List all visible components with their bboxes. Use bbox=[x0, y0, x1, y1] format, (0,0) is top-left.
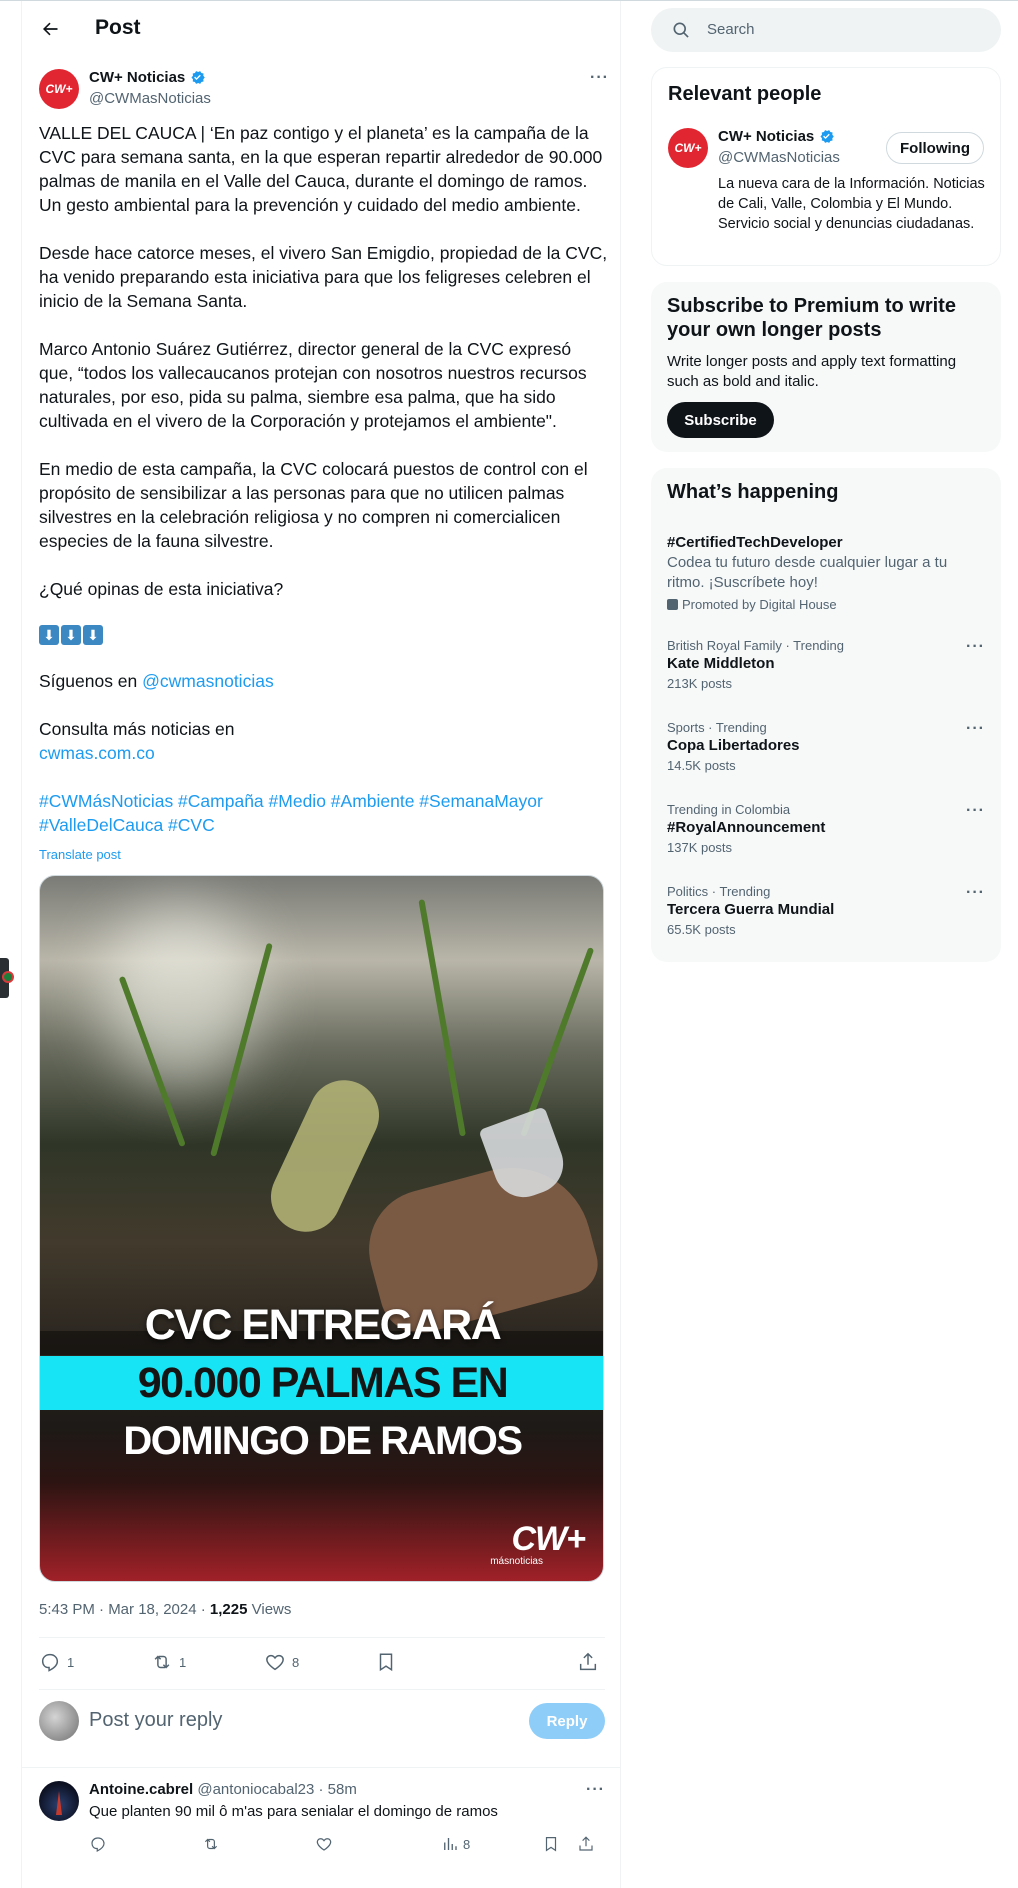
user-avatar[interactable] bbox=[39, 1701, 79, 1741]
reply-button[interactable]: Reply bbox=[529, 1703, 605, 1739]
promoted-label bbox=[667, 597, 987, 612]
divider bbox=[39, 1637, 605, 1638]
trend-item[interactable] bbox=[667, 638, 987, 691]
trend-item-promoted[interactable] bbox=[667, 532, 987, 612]
main-column bbox=[21, 1, 621, 1888]
promoted-by: Promoted by Digital House bbox=[682, 597, 837, 612]
divider bbox=[39, 1689, 605, 1690]
trend-description: Codea tu futuro desde cualquier lugar a tu ritmo. ¡Suscríbete hoy! bbox=[667, 554, 948, 591]
premium-description: Write longer posts and apply text formatting such as bold and italic. bbox=[667, 353, 957, 390]
premium-card bbox=[651, 282, 1001, 452]
trend-name: #RoyalAnnouncement bbox=[667, 819, 826, 836]
comment-views-count: 8 bbox=[463, 1836, 471, 1852]
repost-icon bbox=[202, 1835, 220, 1853]
image-palm-bundle bbox=[259, 1069, 390, 1244]
share-action[interactable] bbox=[577, 1651, 599, 1673]
like-count: 8 bbox=[292, 1654, 300, 1670]
comment-reply-action[interactable] bbox=[89, 1835, 107, 1853]
post-paragraph: VALLE DEL CAUCA | ‘En paz contigo y el planeta’ es la campaña de la CVC para semana santa, en la que esperan repartir alrededor de 90.000 palmas de manila en el Valle del Cauca, durante el domingo de ramos. Un gesto ambiental para la prevención y cuidado del medio ambiente. bbox=[39, 123, 603, 215]
post-meta bbox=[39, 1601, 291, 1618]
views-label: Views bbox=[247, 1601, 292, 1618]
relevant-avatar[interactable]: CW+ bbox=[668, 128, 708, 168]
post-paragraph: Desde hace catorce meses, el vivero San Emigdio, propiedad de la CVC, ha venido preparando esta iniciativa para que los feligreses celebren el inicio de la Semana Santa. bbox=[39, 243, 608, 311]
trend-item[interactable] bbox=[667, 720, 987, 773]
bookmark-icon bbox=[542, 1835, 560, 1853]
down-arrow-icon: ⬇ bbox=[61, 625, 81, 645]
reply-action[interactable] bbox=[39, 1651, 74, 1673]
trends-title: What’s happening bbox=[667, 481, 839, 503]
repost-action[interactable] bbox=[151, 1651, 186, 1673]
premium-title: Subscribe to Premium to write your own longer posts bbox=[667, 295, 956, 341]
bookmark-action[interactable] bbox=[375, 1651, 397, 1673]
down-arrow-icon: ⬇ bbox=[39, 625, 59, 645]
extension-icon bbox=[2, 971, 14, 983]
more-options-icon[interactable]: ··· bbox=[966, 802, 985, 819]
views-count: 1,225 bbox=[209, 1601, 248, 1618]
reply-icon bbox=[89, 1835, 107, 1853]
post-author bbox=[39, 67, 609, 111]
trend-count: 137K posts bbox=[667, 840, 733, 855]
page-title: Post bbox=[95, 16, 141, 39]
comment-text: Que planten 90 mil ô m'as para senialar el domingo de ramos bbox=[89, 1803, 498, 1820]
hashtags bbox=[39, 789, 609, 837]
verified-badge-icon bbox=[189, 69, 206, 86]
promoted-icon bbox=[667, 599, 678, 610]
search-icon bbox=[671, 20, 691, 40]
post-paragraph: En medio de esta campaña, la CVC colocará puestos de control con el propósito de sensibilizar a las personas para que no utilicen palmas silvestres en la celebración religiosa y no compren ni comercialicen especies de la fauna silvestre. bbox=[39, 459, 588, 551]
comment-repost-action[interactable] bbox=[202, 1835, 220, 1853]
repost-icon bbox=[151, 1651, 173, 1673]
trend-item[interactable] bbox=[667, 884, 987, 937]
post-timestamp[interactable]: 5:43 PM · Mar 18, 2024 · bbox=[39, 1601, 210, 1618]
browser-extension-tab[interactable] bbox=[0, 958, 9, 998]
reply-item[interactable] bbox=[39, 1781, 605, 1881]
image-headline-2: 90.000 PALMAS EN bbox=[137, 1359, 508, 1407]
following-button[interactable]: Following bbox=[886, 132, 984, 164]
more-options-icon[interactable]: ··· bbox=[966, 884, 985, 901]
reply-input[interactable]: Post your reply bbox=[89, 1709, 223, 1731]
comment-share-action[interactable] bbox=[577, 1835, 595, 1853]
verified-badge-icon bbox=[818, 128, 835, 145]
website-link[interactable]: cwmas.com.co bbox=[39, 743, 155, 763]
more-options-icon[interactable]: ··· bbox=[590, 69, 609, 86]
reply-icon bbox=[39, 1651, 61, 1673]
heart-icon bbox=[315, 1835, 333, 1853]
more-options-icon[interactable]: ··· bbox=[966, 638, 985, 655]
more-options-icon[interactable]: ··· bbox=[966, 720, 985, 737]
hashtags-line[interactable]: #CWMásNoticias #Campaña #Medio #Ambiente #SemanaMayor bbox=[39, 791, 543, 811]
image-palm-leaf bbox=[418, 899, 466, 1136]
relevant-name[interactable]: CW+ Noticias bbox=[718, 128, 815, 145]
post-actions bbox=[39, 1639, 605, 1687]
eiffel-tower-icon bbox=[56, 1791, 62, 1815]
image-headline-3: DOMINGO DE RAMOS bbox=[123, 1419, 522, 1463]
arrow-left-icon bbox=[40, 19, 60, 39]
trend-count: 213K posts bbox=[667, 676, 733, 691]
commenter-header bbox=[89, 1781, 357, 1798]
image-headline-1: CVC ENTREGARÁ bbox=[144, 1301, 501, 1349]
share-icon bbox=[577, 1835, 595, 1853]
subscribe-button[interactable]: Subscribe bbox=[667, 402, 774, 438]
author-name-row[interactable] bbox=[89, 69, 206, 86]
mention-link[interactable]: @cwmasnoticias bbox=[142, 671, 274, 691]
relevant-name-row[interactable] bbox=[718, 128, 835, 145]
back-button[interactable] bbox=[32, 11, 68, 47]
comment-bookmark-action[interactable] bbox=[542, 1835, 560, 1853]
post-paragraph: Marco Antonio Suárez Gutiérrez, director general de la CVC expresó que, “todos los vallecaucanos protejan con nosotros nuestros recursos naturales, por eso, pida su palma, siembre esa palma, que ha sido cultivada en el vivero de la Corporación y protejamos el ambiente". bbox=[39, 339, 587, 431]
trend-name: Kate Middleton bbox=[667, 655, 775, 672]
more-news bbox=[39, 717, 609, 765]
author-name[interactable]: CW+ Noticias bbox=[89, 69, 186, 86]
bookmark-icon bbox=[375, 1651, 397, 1673]
comment-like-action[interactable] bbox=[315, 1835, 333, 1853]
reply-count: 1 bbox=[67, 1654, 75, 1670]
comment-views-action[interactable] bbox=[441, 1835, 470, 1853]
trend-count: 14.5K posts bbox=[667, 758, 736, 773]
translate-post-link[interactable]: Translate post bbox=[39, 847, 121, 862]
more-options-icon[interactable]: ··· bbox=[586, 1781, 605, 1798]
image-logo: CW+ bbox=[511, 1520, 585, 1558]
commenter-avatar[interactable] bbox=[39, 1781, 79, 1821]
trend-name: #CertifiedTechDeveloper bbox=[667, 534, 843, 551]
relevant-people-title: Relevant people bbox=[668, 83, 822, 105]
down-arrow-emojis bbox=[39, 625, 609, 645]
like-action[interactable] bbox=[264, 1651, 299, 1673]
comment-actions bbox=[89, 1835, 605, 1859]
author-handle[interactable]: @CWMasNoticias bbox=[89, 90, 211, 107]
trend-context: Politics · Trending bbox=[667, 884, 771, 899]
divider bbox=[22, 1767, 621, 1768]
post-paragraph: ¿Qué opinas de esta iniciativa? bbox=[39, 579, 284, 599]
commenter-name[interactable]: Antoine.cabrel bbox=[89, 1781, 194, 1798]
commenter-handle[interactable]: @antoniocabal23 · 58m bbox=[197, 1781, 357, 1798]
trend-item[interactable] bbox=[667, 802, 987, 855]
trend-name: Tercera Guerra Mundial bbox=[667, 901, 835, 918]
share-icon bbox=[577, 1651, 599, 1673]
repost-count: 1 bbox=[179, 1654, 187, 1670]
relevant-people-card bbox=[651, 67, 1001, 266]
follow-line bbox=[39, 669, 609, 693]
reply-composer bbox=[39, 1701, 605, 1741]
image-palm-leaf bbox=[520, 947, 594, 1137]
hashtags-line[interactable]: #ValleDelCauca #CVC bbox=[39, 815, 215, 835]
relevant-handle[interactable]: @CWMasNoticias bbox=[718, 149, 840, 166]
trend-name: Copa Libertadores bbox=[667, 737, 800, 754]
trends-card bbox=[651, 468, 1001, 962]
trend-count: 65.5K posts bbox=[667, 922, 736, 937]
image-logo-subtitle: másnoticias bbox=[490, 1556, 543, 1567]
trend-context: Sports · Trending bbox=[667, 720, 767, 735]
post-image[interactable] bbox=[39, 875, 604, 1582]
trend-context: Trending in Colombia bbox=[667, 802, 791, 817]
relevant-bio: La nueva cara de la Información. Noticias de Cali, Valle, Colombia y El Mundo. Servicio social y denuncias ciudadanas. bbox=[718, 176, 985, 232]
post-body bbox=[39, 121, 609, 861]
search-bar[interactable] bbox=[651, 8, 1001, 52]
search-input[interactable]: Search bbox=[707, 21, 755, 38]
more-news-text: Consulta más noticias en bbox=[39, 719, 235, 739]
follow-prefix: Síguenos en bbox=[39, 671, 143, 691]
post-header bbox=[22, 1, 621, 57]
author-avatar[interactable]: CW+ bbox=[39, 69, 79, 109]
down-arrow-icon: ⬇ bbox=[83, 625, 103, 645]
trend-context: British Royal Family · Trending bbox=[667, 638, 844, 653]
analytics-icon bbox=[441, 1835, 459, 1853]
heart-icon bbox=[264, 1651, 286, 1673]
